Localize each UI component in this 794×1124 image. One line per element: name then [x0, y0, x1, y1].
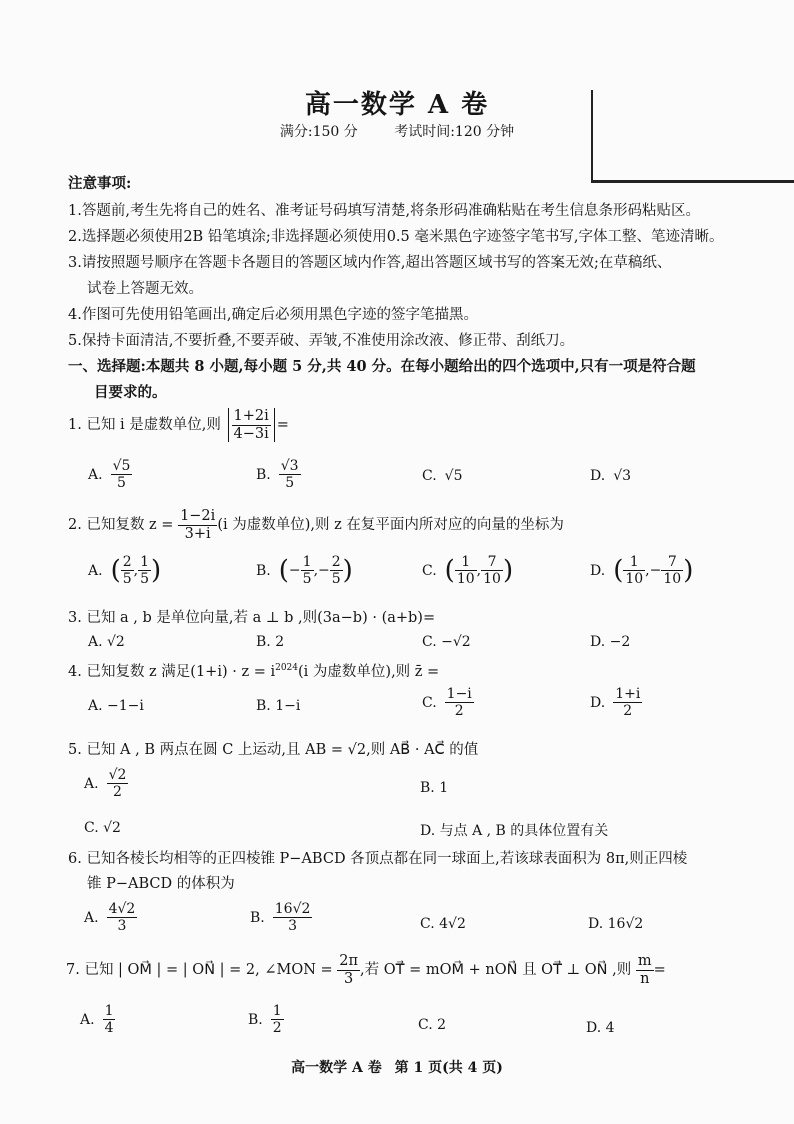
comma: , — [313, 562, 319, 579]
q7-option-c[interactable]: C. 2 — [418, 1017, 447, 1033]
frac-den: 4 — [104, 1020, 114, 1037]
q1-option-d[interactable] — [590, 468, 631, 484]
q3-option-a[interactable]: A. √2 — [88, 634, 125, 650]
opt-label: C. — [422, 694, 437, 711]
opt-label: D. — [590, 562, 606, 579]
frac-den: 10 — [483, 571, 501, 588]
rparen: ) — [683, 555, 694, 586]
opt-label: B. — [248, 1011, 263, 1028]
scan-corner-mark-bottom — [591, 180, 794, 183]
q2-option-b[interactable] — [256, 554, 353, 587]
rparen: ) — [502, 555, 514, 586]
comma: , — [133, 562, 139, 579]
opt-label: A. — [84, 909, 99, 926]
frac-num: √3 — [280, 458, 299, 474]
q3-option-c[interactable]: C. −√2 — [422, 634, 471, 650]
q2-option-d[interactable] — [590, 554, 693, 587]
q7-stem-mid: ,若 OT⃗ = mOM⃗ + nON⃗ 且 OT⃗ ⊥ ON⃗ ,则 — [360, 962, 632, 979]
q5-option-b[interactable]: B. 1 — [420, 780, 449, 796]
opt-label: B. — [250, 909, 265, 926]
q4-stem-pre: 4. 已知复数 z 满足(1+i) · z = i — [68, 664, 276, 680]
abs-value — [228, 408, 275, 442]
frac-den: 2 — [113, 784, 122, 801]
opt-label: A. — [80, 1011, 95, 1028]
q1-stem: 1. 已知 i 是虚数单位,则 — [68, 417, 221, 434]
q7-eq: = — [653, 962, 666, 979]
question-6: 6. 已知各棱长均相等的正四棱锥 P−ABCD 各顶点都在同一球面上,若该球表面积为 8π,则正四棱 — [68, 851, 688, 867]
frac-den: 3 — [288, 918, 298, 935]
frac-den: 5 — [140, 571, 150, 588]
rparen: ) — [342, 555, 353, 586]
question-4 — [68, 660, 439, 681]
frac-num: 2 — [331, 554, 341, 570]
lparen: ( — [444, 555, 455, 586]
footer-subject: 高一数学 A 卷 — [291, 1060, 382, 1076]
exam-time: 考试时间:120 分钟 — [394, 124, 515, 140]
scan-corner-mark — [591, 90, 593, 182]
notes-heading: 注意事项: — [68, 175, 132, 192]
frac-num: 2π — [339, 953, 359, 969]
q1-den: 4−3i — [233, 425, 269, 442]
frac-den: 3 — [344, 970, 354, 987]
frac-den: 5 — [285, 475, 295, 492]
frac-den: 2 — [272, 1020, 282, 1037]
q4-stem-post: (i 为虚数单位),则 z̄ = — [298, 664, 440, 680]
frac-den: 10 — [625, 571, 644, 588]
frac-num: 1+i — [615, 686, 641, 702]
frac-den: 5 — [117, 475, 126, 492]
frac-den: 10 — [456, 571, 475, 588]
note-2: 2.选择题必须使用2B 铅笔填涂;非选择题必须使用0.5 毫米黑色字迹签字笔书写,字体工整、笔迹清晰。 — [68, 229, 724, 245]
q5-option-c[interactable]: C. √2 — [84, 820, 121, 836]
opt-value: √5 — [444, 468, 463, 484]
opt-label: D. — [590, 694, 606, 711]
frac-den: 2 — [454, 703, 464, 720]
q4-option-b[interactable]: B. 1−i — [256, 698, 301, 714]
opt-label: B. — [256, 562, 271, 579]
footer-page-number: 第 1 页(共 4 页) — [394, 1060, 503, 1076]
rparen: ) — [151, 555, 162, 586]
q7-option-d[interactable]: D. 4 — [586, 1020, 615, 1036]
opt-label: D. — [590, 468, 606, 484]
note-5: 5.保持卡面清洁,不要折叠,不要弄破、弄皱,不准使用涂改液、修正带、刮纸刀。 — [68, 333, 575, 349]
q4-option-c[interactable] — [422, 686, 474, 719]
frac-num: 1 — [272, 1003, 282, 1019]
comma: , — [645, 562, 650, 579]
frac-num: 1 — [302, 554, 312, 570]
q2-stem-pre: 2. 已知复数 z = — [68, 517, 174, 534]
q2-option-c[interactable] — [422, 554, 513, 587]
q7-option-a[interactable] — [80, 1003, 115, 1036]
lparen: ( — [613, 555, 624, 586]
frac-num: 1 — [140, 554, 150, 570]
question-6-cont: 锥 P−ABCD 的体积为 — [87, 876, 235, 892]
comma: , — [476, 562, 482, 579]
frac-num: 1−2i — [180, 508, 216, 524]
question-1 — [68, 408, 289, 442]
q1-eq: = — [276, 417, 289, 434]
lparen: ( — [278, 555, 289, 586]
q2-stem-post: (i 为虚数单位),则 z 在复平面内所对应的向量的坐标为 — [217, 517, 564, 534]
frac-num: 4√2 — [108, 901, 136, 917]
minus: − — [318, 562, 330, 579]
frac-den: 3 — [117, 918, 127, 935]
q3-option-b[interactable]: B. 2 — [256, 634, 285, 650]
q6-option-a[interactable] — [84, 901, 137, 934]
page-title: 高一数学 A 卷 — [304, 90, 490, 120]
q1-num: 1+2i — [233, 408, 269, 424]
question-2 — [68, 508, 564, 542]
frac-den: 5 — [122, 571, 132, 588]
question-3: 3. 已知 a , b 是单位向量,若 a ⊥ b ,则(3a−b) · (a+b)= — [68, 610, 436, 626]
frac-num: 1 — [623, 554, 645, 571]
section-heading-cont: 目要求的。 — [94, 384, 167, 401]
note-1: 1.答题前,考生先将自己的姓名、准考证号码填写清楚,将条形码准确粘贴在考生信息条形码粘贴区。 — [68, 203, 701, 219]
full-score: 满分:150 分 — [279, 124, 358, 140]
frac-num: √2 — [108, 767, 127, 783]
opt-label: A. — [84, 775, 99, 792]
opt-label: A. — [88, 562, 103, 579]
opt-value: √3 — [613, 468, 632, 484]
q6-option-d[interactable]: D. 16√2 — [588, 916, 644, 932]
minus: − — [288, 562, 301, 579]
opt-label: C. — [422, 562, 437, 579]
q5-option-d[interactable]: D. 与点 A , B 的具体位置有关 — [420, 823, 609, 839]
frac-num: 7 — [661, 554, 683, 571]
q1-option-c[interactable] — [422, 468, 463, 484]
frac-den: 5 — [331, 571, 341, 588]
q3-option-d[interactable]: D. −2 — [590, 634, 631, 650]
exam-meta — [0, 121, 794, 141]
opt-label: A. — [88, 466, 103, 483]
question-7 — [66, 953, 666, 987]
page-footer — [0, 1057, 794, 1077]
q4-option-a[interactable]: A. −1−i — [88, 698, 144, 714]
q2-frac — [178, 508, 217, 542]
minus: − — [649, 562, 662, 579]
frac-num: 1−i — [446, 686, 472, 702]
frac-num: 2 — [122, 554, 132, 570]
note-3: 3.请按照题号顺序在答题卡各题目的答题区域内作答,超出答题区域书写的答案无效;在草稿纸、 — [68, 255, 672, 271]
lparen: ( — [110, 555, 121, 586]
q6-option-b[interactable] — [250, 901, 312, 934]
frac-num: m — [637, 953, 652, 969]
frac-den: 10 — [663, 571, 682, 588]
opt-label: B. — [256, 466, 271, 483]
q4-exponent: 2024 — [275, 663, 299, 674]
q1-option-a[interactable] — [88, 458, 132, 491]
frac-num: 1 — [455, 554, 477, 571]
note-4: 4.作图可先使用铅笔画出,确定后必须用黑色字迹的签字笔描黑。 — [68, 307, 478, 323]
q7-stem-pre: 7. 已知 | OM⃗ | = | ON⃗ | = 2, ∠MON = — [66, 962, 333, 979]
opt-label: C. — [422, 468, 437, 484]
frac-num: 7 — [481, 554, 503, 571]
frac-num: √5 — [112, 458, 131, 474]
frac-den: 5 — [302, 571, 312, 588]
frac-den: 3+i — [184, 525, 211, 542]
q4-option-d[interactable] — [590, 686, 642, 719]
frac-den: 2 — [623, 703, 633, 720]
frac-num: 16√2 — [274, 901, 311, 917]
note-3-cont: 试卷上答题无效。 — [87, 281, 203, 297]
q2-option-a[interactable] — [88, 554, 161, 587]
q5-option-a[interactable] — [84, 767, 128, 800]
q1-option-b[interactable] — [256, 458, 301, 491]
q6-option-c[interactable]: C. 4√2 — [420, 916, 466, 932]
q7-option-b[interactable] — [248, 1003, 284, 1036]
section-heading: 一、选择题:本题共 8 小题,每小题 5 分,共 40 分。在每小题给出的四个选项中,只有一项是符合题 — [68, 358, 696, 375]
question-5: 5. 已知 A , B 两点在圆 C 上运动,且 AB = √2,则 AB⃗ · AC⃗ 的值 — [68, 742, 479, 758]
frac-den: n — [640, 970, 650, 987]
frac-num: 1 — [104, 1003, 114, 1019]
